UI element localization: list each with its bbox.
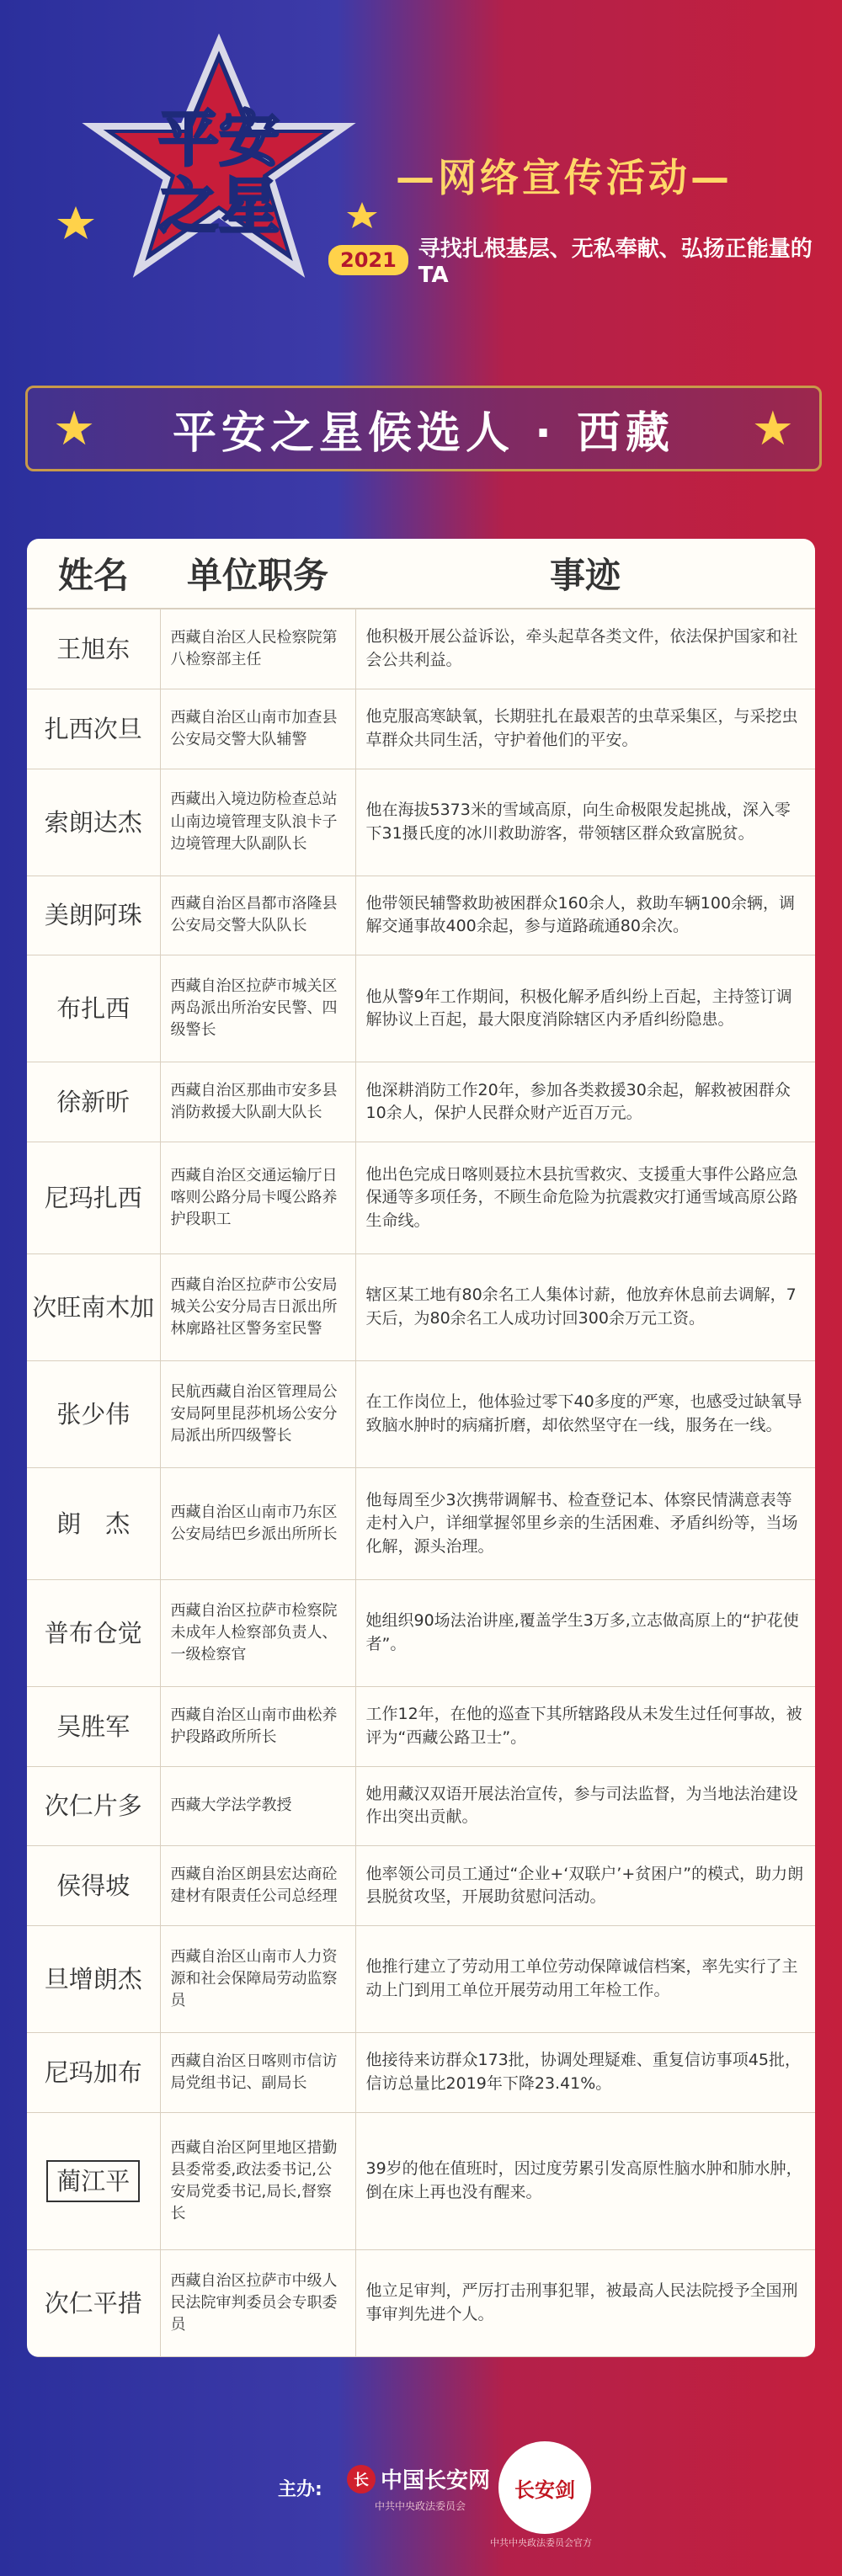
table-row bbox=[27, 1253, 815, 1360]
logo-line2: 之星 bbox=[157, 171, 280, 242]
table-row bbox=[27, 876, 815, 955]
candidate-unit: 西藏自治区拉萨市公安局城关公安分局吉日派出所林廓路社区警务室民警 bbox=[160, 1253, 355, 1360]
candidate-name: 王旭东 bbox=[27, 609, 160, 689]
candidate-deed: 辖区某工地有80余名工人集体讨薪，他放弃休息前去调解，7天后，为80余名工人成功讨回300余万元工资。 bbox=[355, 1253, 815, 1360]
candidate-unit: 西藏自治区阿里地区措勤县委常委,政法委书记,公安局党委书记,局长,督察长 bbox=[160, 2112, 355, 2249]
candidate-unit: 西藏自治区那曲市安多县消防救援大队副大队长 bbox=[160, 1062, 355, 1142]
header-deed: 事迹 bbox=[355, 539, 815, 609]
candidate-deed: 他积极开展公益诉讼，牵头起草各类文件，依法保护国家和社会公共利益。 bbox=[355, 609, 815, 689]
table-row bbox=[27, 1925, 815, 2032]
candidate-name: 尼玛加布 bbox=[27, 2032, 160, 2112]
candidate-name: 朗 杰 bbox=[27, 1467, 160, 1579]
candidate-deed: 他率领公司员工通过“企业+‘双联户’+贫困户”的模式，助力朗县脱贫攻坚，开展助贫慰问活动。 bbox=[355, 1846, 815, 1926]
candidate-deed: 他在海拔5373米的雪域高原，向生命极限发起挑战，深入零下31摄氏度的冰川救助游客，带领辖区群众致富脱贫。 bbox=[355, 769, 815, 876]
changanjian-logo bbox=[498, 2441, 591, 2534]
candidate-unit: 西藏自治区山南市曲松养护段路政所所长 bbox=[160, 1686, 355, 1766]
table-row bbox=[27, 1846, 815, 1926]
table-row bbox=[27, 689, 815, 769]
candidate-name: 普布仓觉 bbox=[27, 1579, 160, 1686]
candidate-name: 布扎西 bbox=[27, 955, 160, 1062]
candidate-deed: 他深耕消防工作20年，参加各类救援30余起，解救被困群众10余人，保护人民群众财产近百万元。 bbox=[355, 1062, 815, 1142]
table-row bbox=[27, 2032, 815, 2112]
table-row bbox=[27, 2112, 815, 2249]
footer bbox=[0, 2424, 842, 2576]
star-icon bbox=[347, 202, 377, 228]
candidate-name: 徐新昕 bbox=[27, 1062, 160, 1142]
chinapeace-icon: 长 bbox=[347, 2465, 376, 2494]
candidate-name: 吴胜军 bbox=[27, 1686, 160, 1766]
candidate-deed: 他从警9年工作期间，积极化解矛盾纠纷上百起，主持签订调解协议上百起，最大限度消除辖区内矛盾纠纷隐患。 bbox=[355, 955, 815, 1062]
candidate-unit: 西藏自治区交通运输厅日喀则公路分局卡嘎公路养护段职工 bbox=[160, 1142, 355, 1253]
candidate-name: 美朗阿珠 bbox=[27, 876, 160, 955]
candidate-deed: 她用藏汉双语开展法治宣传，参与司法监督，为当地法治建设作出突出贡献。 bbox=[355, 1766, 815, 1846]
changanjian-name: 长安剑 bbox=[514, 2478, 575, 2502]
candidate-name: 旦增朗杰 bbox=[27, 1925, 160, 2032]
table-row bbox=[27, 769, 815, 876]
candidate-deed: 他立足审判，严厉打击刑事犯罪，被最高人民法院授予全国刑事审判先进个人。 bbox=[355, 2249, 815, 2356]
table-row bbox=[27, 2249, 815, 2356]
chinapeace-name: 中国长安网 bbox=[381, 2468, 491, 2494]
candidate-unit: 西藏自治区拉萨市中级人民法院审判委员会专职委员 bbox=[160, 2249, 355, 2356]
header bbox=[0, 0, 842, 370]
candidate-deed: 在工作岗位上，他体验过零下40多度的严寒，也感受过缺氧导致脑水肿时的病痛折磨，却依然坚守在一线，服务在一线。 bbox=[355, 1360, 815, 1467]
table-row bbox=[27, 1360, 815, 1467]
year-badge: 2021 bbox=[328, 245, 408, 275]
header-name: 姓名 bbox=[27, 539, 160, 609]
candidate-deed: 他每周至少3次携带调解书、检查登记本、体察民情满意表等走村入户，详细掌握邻里乡亲的生活困难、矛盾纠纷等，当场化解，源头治理。 bbox=[355, 1467, 815, 1579]
candidate-deed: 他出色完成日喀则聂拉木县抗雪救灾、支援重大事件公路应急保通等多项任务，不顾生命危险为抗震救灾打通雪域高原公路生命线。 bbox=[355, 1142, 815, 1253]
chinapeace-sub: 中共中央政法委员会 bbox=[375, 2500, 466, 2512]
candidate-unit: 西藏大学法学教授 bbox=[160, 1766, 355, 1846]
tagline: 寻找扎根基层、无私奉献、弘扬正能量的TA bbox=[418, 237, 813, 288]
candidates-table bbox=[27, 539, 815, 2357]
candidate-unit: 西藏自治区山南市加查县公安局交警大队辅警 bbox=[160, 689, 355, 769]
event-subtitle: —网络宣传活动— bbox=[396, 155, 733, 200]
table-row bbox=[27, 1062, 815, 1142]
table-row bbox=[27, 955, 815, 1062]
year-line bbox=[328, 232, 842, 288]
candidate-deed: 他推行建立了劳动用工单位劳动保障诚信档案，率先实行了主动上门到用工单位开展劳动用工年检工作。 bbox=[355, 1925, 815, 2032]
candidate-deed: 39岁的他在值班时，因过度劳累引发高原性脑水肿和肺水肿，倒在床上再也没有醒来。 bbox=[355, 2112, 815, 2249]
table-row bbox=[27, 1579, 815, 1686]
candidate-name-cell bbox=[27, 2112, 160, 2249]
candidate-deed: 她组织90场法治讲座,覆盖学生3万多,立志做高原上的“护花使者”。 bbox=[355, 1579, 815, 1686]
candidate-unit: 西藏自治区人民检察院第八检察部主任 bbox=[160, 609, 355, 689]
candidate-unit: 西藏自治区朗县宏达商砼建材有限责任公司总经理 bbox=[160, 1846, 355, 1926]
candidate-name: 侯得坡 bbox=[27, 1846, 160, 1926]
candidate-unit: 西藏自治区山南市人力资源和社会保障局劳动监察员 bbox=[160, 1925, 355, 2032]
host-label: 主办: bbox=[278, 2479, 322, 2500]
candidate-deed: 他带领民辅警救助被困群众160余人，救助车辆100余辆，调解交通事故400余起，参与道路疏通80余次。 bbox=[355, 876, 815, 955]
candidate-unit: 西藏自治区拉萨市城关区两岛派出所治安民警、四级警长 bbox=[160, 955, 355, 1062]
table-row bbox=[27, 1467, 815, 1579]
candidate-deed: 工作12年，在他的巡查下其所辖路段从未发生过任何事故，被评为“西藏公路卫士”。 bbox=[355, 1686, 815, 1766]
candidate-unit: 西藏出入境边防检查总站山南边境管理支队浪卡子边境管理大队副队长 bbox=[160, 769, 355, 876]
candidate-deed: 他克服高寒缺氧，长期驻扎在最艰苦的虫草采集区，与采挖虫草群众共同生活，守护着他们的平安。 bbox=[355, 689, 815, 769]
candidate-name: 索朗达杰 bbox=[27, 769, 160, 876]
chinapeace-logo bbox=[347, 2463, 490, 2494]
candidate-name: 次旺南木加 bbox=[27, 1253, 160, 1360]
banner-title: 平安之星候选人 · 西藏 bbox=[173, 407, 674, 459]
changanjian-sub: 中共中央政法委员会官方 bbox=[490, 2537, 592, 2548]
candidate-name: 蔺江平 bbox=[46, 2160, 140, 2202]
candidate-name: 张少伟 bbox=[27, 1360, 160, 1467]
candidate-unit: 民航西藏自治区管理局公安局阿里昆莎机场公安分局派出所四级警长 bbox=[160, 1360, 355, 1467]
section-banner bbox=[25, 386, 822, 471]
candidate-name: 扎西次旦 bbox=[27, 689, 160, 769]
star-icon: ★ bbox=[53, 402, 96, 456]
table-row bbox=[27, 1766, 815, 1846]
table-header-row bbox=[27, 539, 815, 609]
logo-line1: 平安 bbox=[157, 104, 280, 174]
candidate-name: 次仁平措 bbox=[27, 2249, 160, 2356]
table-row bbox=[27, 1142, 815, 1253]
table-row bbox=[27, 1686, 815, 1766]
star-icon bbox=[57, 206, 94, 239]
table-row bbox=[27, 609, 815, 689]
candidate-unit: 西藏自治区日喀则市信访局党组书记、副局长 bbox=[160, 2032, 355, 2112]
candidate-unit: 西藏自治区拉萨市检察院未成年人检察部负责人、一级检察官 bbox=[160, 1579, 355, 1686]
candidate-name: 次仁片多 bbox=[27, 1766, 160, 1846]
candidate-unit: 西藏自治区山南市乃东区公安局结巴乡派出所所长 bbox=[160, 1467, 355, 1579]
candidate-deed: 他接待来访群众173批，协调处理疑难、重复信访事项45批，信访总量比2019年下降23.41%。 bbox=[355, 2032, 815, 2112]
candidate-name: 尼玛扎西 bbox=[27, 1142, 160, 1253]
star-icon: ★ bbox=[751, 402, 794, 456]
header-unit: 单位职务 bbox=[160, 539, 355, 609]
candidate-unit: 西藏自治区昌都市洛隆县公安局交警大队队长 bbox=[160, 876, 355, 955]
